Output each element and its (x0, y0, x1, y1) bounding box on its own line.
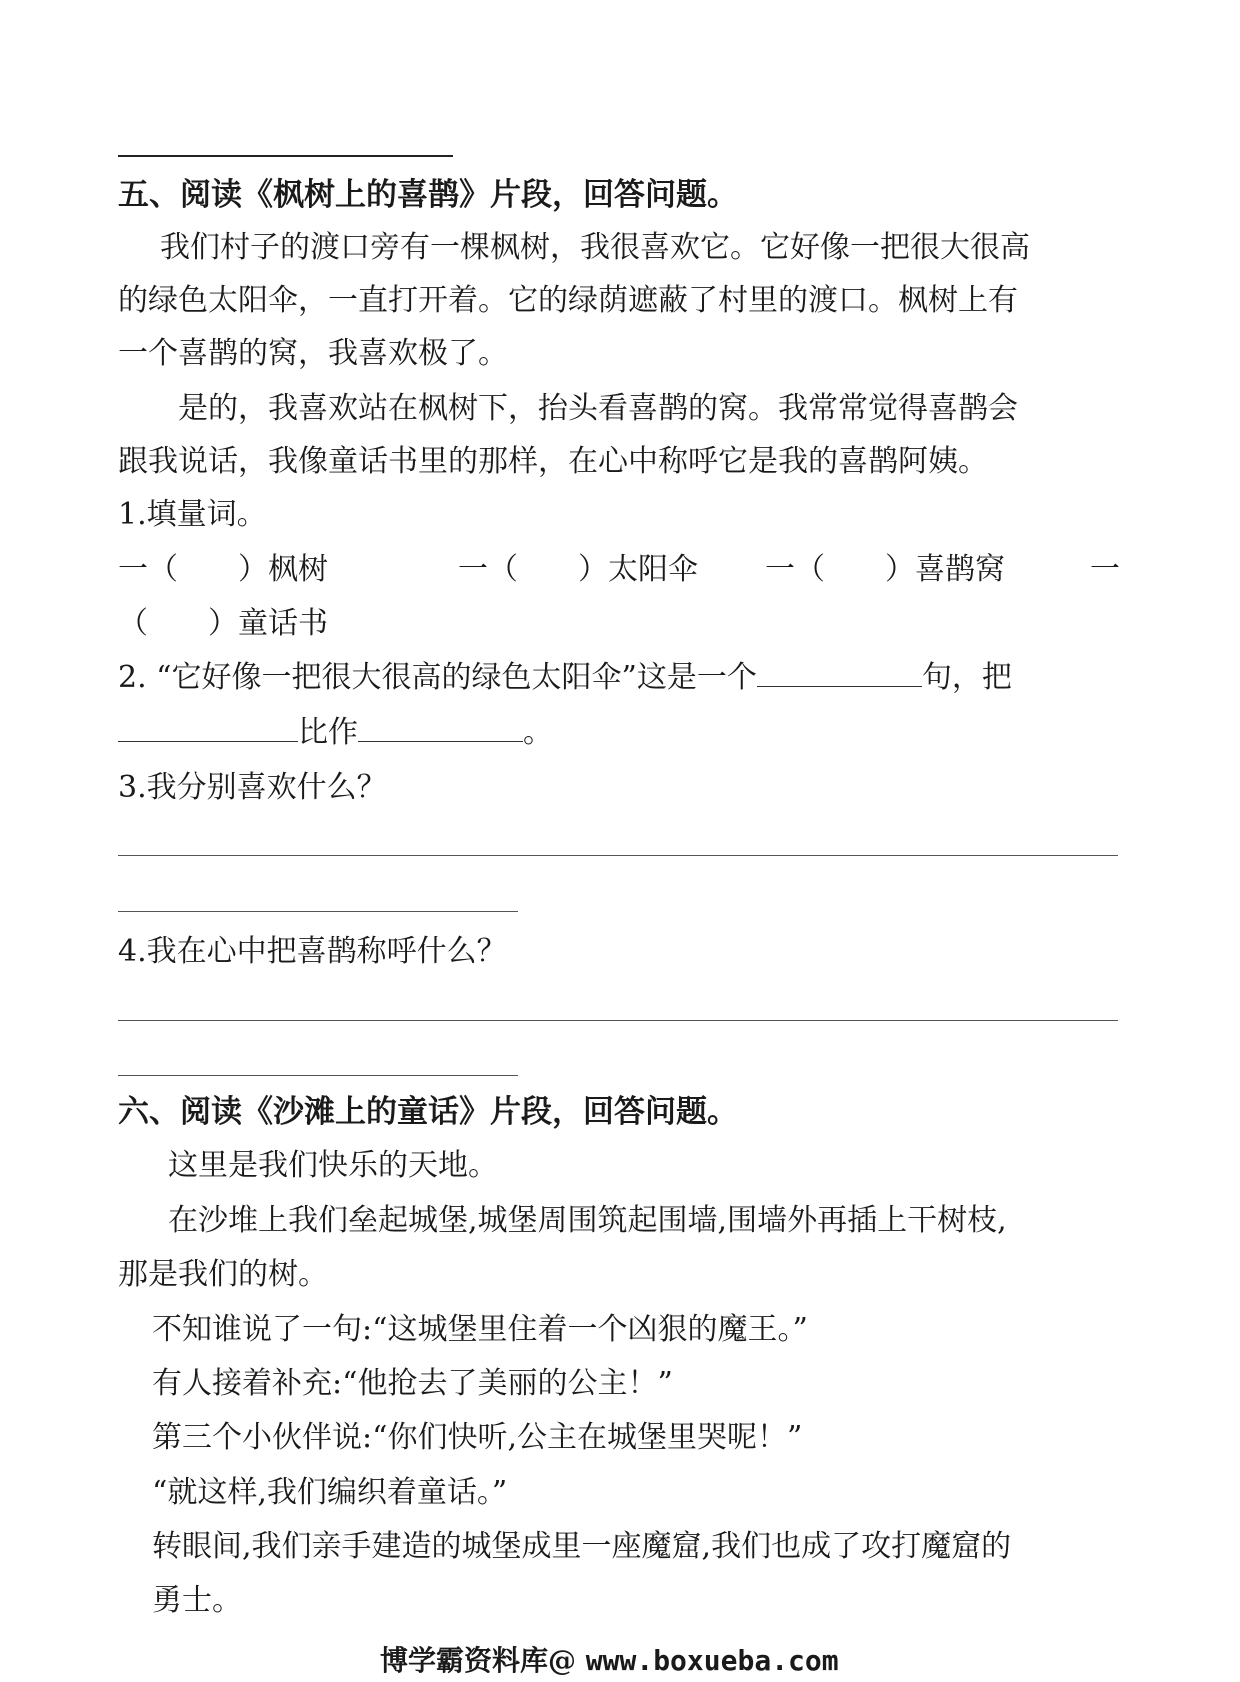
q4-answer-line-1[interactable] (118, 1020, 1118, 1021)
q1-label: 1.填量词。 (118, 497, 267, 532)
top-rule (118, 155, 453, 157)
q1-item-prefix: 一 (1090, 552, 1120, 587)
section6-line-1: 这里是我们快乐的天地。 (168, 1148, 498, 1183)
section5-p2-line2: 跟我说话，我像童话书里的那样，在心中称呼它是我的喜鹊阿姨。 (118, 444, 988, 479)
q2-blank-subject[interactable] (118, 713, 298, 742)
section6-line-5: 有人接着补充:“他抢去了美丽的公主！” (152, 1366, 673, 1401)
q3-answer-line-1[interactable] (118, 855, 1118, 856)
section5-p2-line1: 是的，我喜欢站在枫树下，抬头看喜鹊的窝。我常常觉得喜鹊会 (178, 391, 1018, 426)
q2-text-part3: 比作 (298, 715, 358, 750)
section6-line-9: 勇士。 (152, 1583, 242, 1618)
q1-item-umbrella: 一（ ）太阳伞 (458, 552, 698, 587)
footer-at: @ (548, 1644, 577, 1677)
q4-label: 4.我在心中把喜鹊称呼什么？ (118, 934, 507, 969)
q1-item-book: （ ）童话书 (118, 606, 328, 641)
section6-line-6: 第三个小伙伴说:“你们快听,公主在城堡里哭呢！” (152, 1420, 803, 1455)
section5-p1-line3: 一个喜鹊的窝，我喜欢极了。 (118, 336, 508, 371)
q2-text-part1: 2. “它好像一把很大很高的绿色太阳伞”这是一个 (118, 660, 757, 695)
section6-line-8: 转眼间,我们亲手建造的城堡成里一座魔窟,我们也成了攻打魔窟的 (152, 1529, 1012, 1564)
q1-item-nest: 一（ ）喜鹊窝 (765, 552, 1005, 587)
section6-line-4: 不知谁说了一句:“这城堡里住着一个凶狠的魔王。” (152, 1312, 808, 1347)
q2-text-part4: 。 (523, 715, 553, 750)
q3-answer-line-2[interactable] (118, 911, 518, 912)
q4-answer-line-2[interactable] (118, 1075, 518, 1076)
section5-p1-line2: 的绿色太阳伞，一直打开着。它的绿荫遮蔽了村里的渡口。枫树上有 (118, 283, 1018, 318)
q3-label: 3.我分别喜欢什么？ (118, 770, 387, 805)
q2-line1 (118, 658, 1012, 698)
section6-line-2: 在沙堆上我们垒起城堡,城堡周围筑起围墙,围墙外再插上干树枝, (168, 1203, 1007, 1238)
q2-blank-object[interactable] (358, 713, 523, 742)
section6-line-3: 那是我们的树。 (118, 1257, 328, 1292)
footer-watermark (380, 1643, 839, 1679)
footer-brand: 博学霸资料库 (380, 1644, 549, 1677)
q1-item-maple: 一（ ）枫树 (118, 552, 328, 587)
q2-line2 (118, 713, 553, 753)
q2-text-part2: 句，把 (921, 660, 1012, 695)
section5-p1-line1: 我们村子的渡口旁有一棵枫树，我很喜欢它。它好像一把很大很高 (160, 230, 1030, 265)
footer-url[interactable]: www.boxueba.com (585, 1644, 839, 1677)
section6-title: 六、阅读《沙滩上的童话》片段，回答问题。 (118, 1094, 738, 1130)
section5-title: 五、阅读《枫树上的喜鹊》片段，回答问题。 (118, 177, 738, 213)
section6-line-7: “就这样,我们编织着童话。” (152, 1475, 508, 1510)
q2-blank-sentence-type[interactable] (757, 658, 922, 687)
